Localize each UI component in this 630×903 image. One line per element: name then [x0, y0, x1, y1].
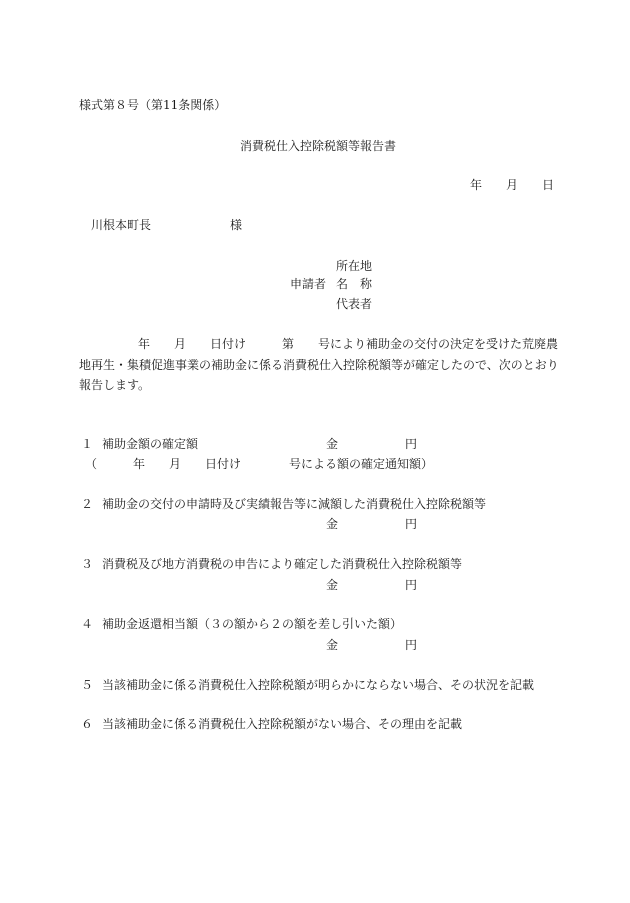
item-number: ６ [81, 717, 94, 731]
applicant-name-label: 名 称 [336, 277, 373, 291]
amount-kin: 金 [326, 638, 339, 652]
amount-en: 円 [405, 578, 418, 592]
addressee-honorific: 様 [230, 218, 243, 232]
addressee-name: 川根本町長 [91, 218, 152, 232]
item-label: 当該補助金に係る消費税仕入控除税額がない場合、その理由を記載 [102, 717, 463, 731]
body-line-3: 報告します。 [79, 378, 151, 392]
item-label: 補助金返還相当額（３の額から２の額を差し引いた額） [102, 617, 403, 631]
item-number: １ [81, 437, 94, 451]
item-number: ５ [81, 678, 94, 692]
amount-kin: 金 [326, 437, 339, 451]
amount-kin: 金 [326, 517, 339, 531]
applicant-representative-label: 代表者 [336, 297, 373, 311]
document-title: 消費税仕入控除税額等報告書 [240, 139, 397, 153]
item-number: ３ [81, 557, 94, 571]
item-label: 消費税及び地方消費税の申告により確定した消費税仕入控除税額等 [102, 557, 463, 571]
item-note: （ 年 月 日付け 号による額の確定通知額） [85, 457, 434, 471]
item-number: ４ [81, 617, 94, 631]
item-label: 補助金額の確定額 [102, 437, 199, 451]
item-label: 当該補助金に係る消費税仕入控除税額が明らかにならない場合、その状況を記載 [102, 678, 535, 692]
amount-en: 円 [405, 517, 418, 531]
item-number: ２ [81, 497, 94, 511]
date-line: 年 月 日 [470, 178, 555, 192]
applicant-address-label: 所在地 [336, 259, 373, 273]
body-line-1: 年 月 日付け 第 号により補助金の交付の決定を受けた荒廃農 [138, 337, 559, 351]
amount-en: 円 [405, 638, 418, 652]
form-number-label: 様式第８号（第11条関係） [79, 98, 227, 112]
amount-kin: 金 [326, 578, 339, 592]
amount-en: 円 [405, 437, 418, 451]
item-label: 補助金の交付の申請時及び実績報告等に減額した消費税仕入控除税額等 [102, 497, 487, 511]
applicant-label: 申請者 [290, 277, 327, 291]
body-line-2: 地再生・集積促進事業の補助金に係る消費税仕入控除税額等が確定したので、次のとおり [79, 358, 559, 372]
